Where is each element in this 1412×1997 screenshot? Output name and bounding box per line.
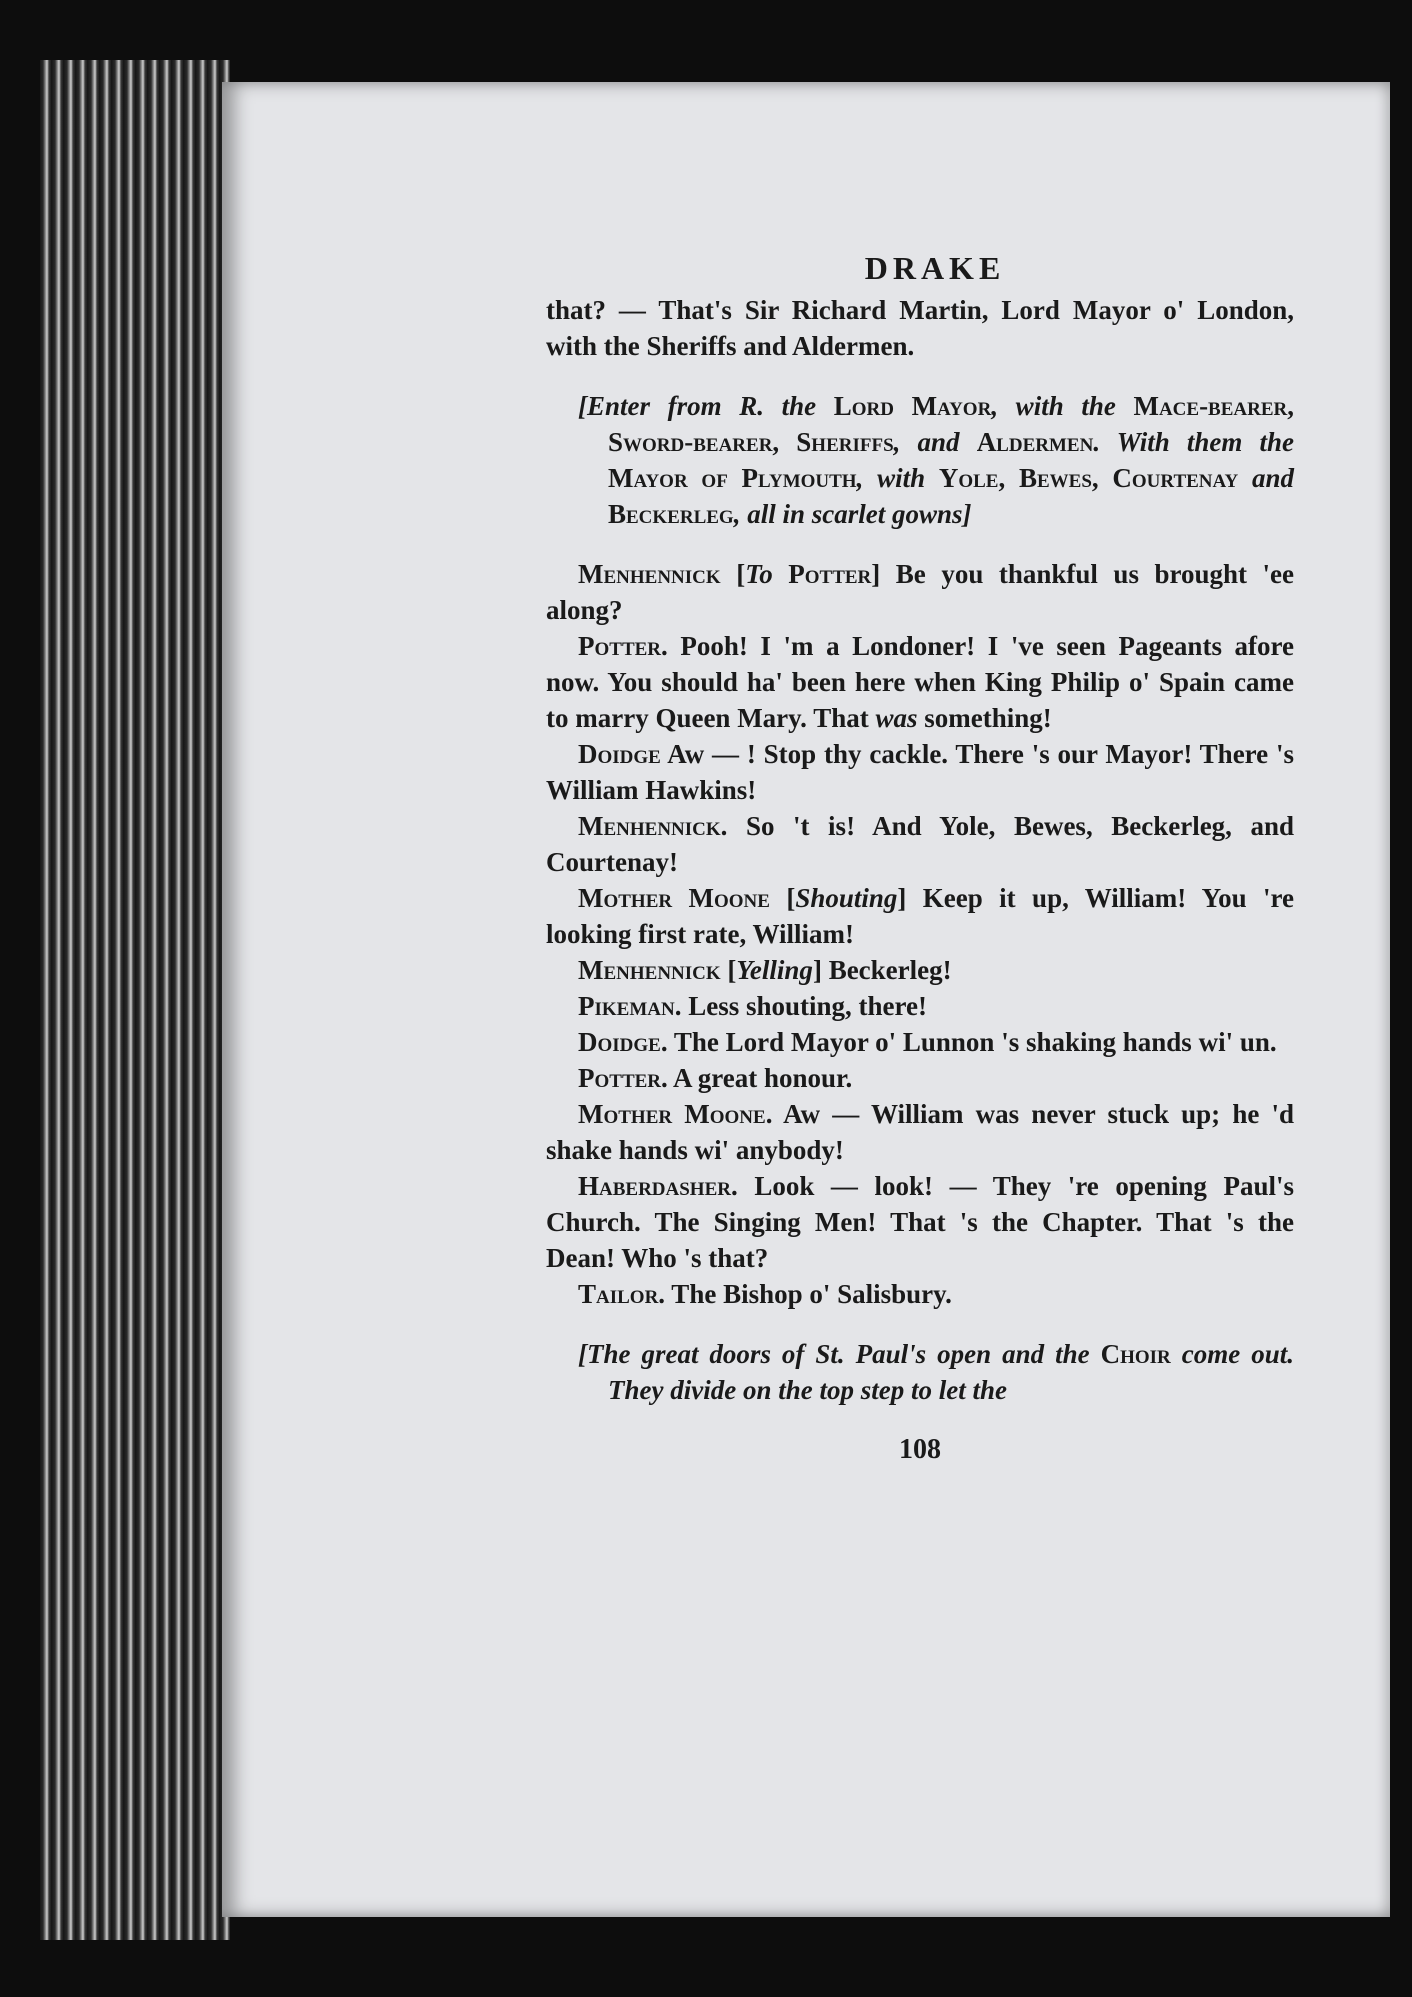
bracket-open: [	[720, 559, 746, 589]
direction-text: Yelling	[736, 955, 813, 985]
speech-text: A great honour.	[667, 1063, 853, 1093]
direction-text: , with the	[991, 391, 1134, 421]
character-name: Aldermen	[976, 427, 1094, 457]
stage-direction-enter	[578, 388, 1294, 532]
bracket-close: ]	[897, 883, 923, 913]
character-name: Potter	[788, 559, 872, 589]
speech-line	[546, 628, 1294, 736]
speech-text: Aw — William was never stuck up; he 'd shake hands wi' anybody!	[546, 1099, 1294, 1165]
dialogue	[546, 556, 1294, 1312]
direction-text: come out. They divide on the top step to let the	[608, 1339, 1294, 1405]
speech-line	[546, 556, 1294, 628]
direction-text: , with	[856, 463, 939, 493]
bracket-close: ]	[812, 955, 829, 985]
speech-text: Aw — ! Stop thy cackle. There 's our Mayor! There 's William Hawkins!	[546, 739, 1294, 805]
speech-line	[546, 1060, 1294, 1096]
speaker-name: Potter.	[578, 1063, 668, 1093]
speaker-name: Pikeman.	[578, 991, 682, 1021]
speech-text: Less shouting, there!	[681, 991, 927, 1021]
direction-text: Shouting	[795, 883, 898, 913]
page-number: 108	[899, 1434, 941, 1465]
speaker-name: Tailor.	[578, 1279, 666, 1309]
speech-line	[546, 880, 1294, 952]
speaker-name: Doidge.	[578, 1027, 668, 1057]
speech-line	[546, 736, 1294, 808]
speech-line	[546, 1276, 1294, 1312]
speech-line	[546, 808, 1294, 880]
speaker-name: Mother Moone.	[578, 1099, 773, 1129]
direction-text: [Enter from R. the	[578, 391, 834, 421]
speech-line	[546, 1024, 1294, 1060]
speech-line	[546, 1096, 1294, 1168]
stage-direction-choir	[578, 1336, 1294, 1408]
direction-text: [The great doors of St. Paul's open and the	[578, 1339, 1101, 1369]
bracket-close: ]	[871, 559, 896, 589]
running-head: DRAKE	[864, 250, 1006, 286]
speech-text: Pooh! I 'm a Londoner! I 've seen Pageants afore now. You should ha' been here when King Philip o' Spain came to marry Queen Mary. That	[546, 631, 1294, 733]
character-name: Choir	[1100, 1339, 1171, 1369]
character-name: Yole, Bewes, Courtenay	[938, 463, 1239, 493]
speech-text: The Lord Mayor o' Lunnon 's shaking hands wi' un.	[667, 1027, 1277, 1057]
direction-text: . With them the	[1093, 427, 1294, 457]
speech-line	[546, 1168, 1294, 1276]
direction-text: , and	[893, 427, 977, 457]
speaker-name: Potter.	[578, 631, 668, 661]
emphasis-text: was	[875, 703, 918, 733]
speech-text: Look — look! — They 're opening Paul's Church. The Singing Men! That 's the Chapter. That 's the Dean! Who 's that?	[546, 1171, 1294, 1273]
direction-text: , all in scarlet gowns]	[733, 499, 972, 529]
speech-line	[546, 952, 1294, 988]
speech-text: The Bishop o' Salisbury.	[665, 1279, 952, 1309]
bracket-open: [	[769, 883, 796, 913]
speech-text: something!	[917, 703, 1052, 733]
speaker-name: Menhennick.	[578, 811, 728, 841]
direction-text: and	[1238, 463, 1294, 493]
character-name: Mayor of Plymouth	[608, 463, 857, 493]
character-name: Beckerleg	[608, 499, 734, 529]
book-page-edges	[40, 60, 230, 1940]
speaker-name: Haberdasher.	[578, 1171, 738, 1201]
page-text-block	[546, 250, 1294, 1468]
direction-text: To	[745, 559, 789, 589]
bracket-open: [	[720, 955, 737, 985]
speaker-name: Menhennick	[578, 559, 721, 589]
character-name: Mace-bearer, Sword-bearer, Sheriffs	[608, 391, 1294, 457]
speech-text: Keep it up, William! You 're looking first rate, William!	[546, 883, 1295, 949]
speaker-name: Doidge	[578, 739, 661, 769]
speech-text: Be you thankful us brought 'ee along?	[546, 559, 1295, 625]
speech-text: Beckerleg!	[828, 955, 952, 985]
character-name: Lord Mayor	[833, 391, 992, 421]
speech-text: So 't is! And Yole, Bewes, Beckerleg, and Courtenay!	[546, 811, 1294, 877]
opening-line: that? — That's Sir Richard Martin, Lord Mayor o' London, with the Sheriffs and Aldermen.	[546, 295, 1294, 361]
speaker-name: Mother Moone	[578, 883, 770, 913]
speech-line	[546, 988, 1294, 1024]
speaker-name: Menhennick	[578, 955, 721, 985]
